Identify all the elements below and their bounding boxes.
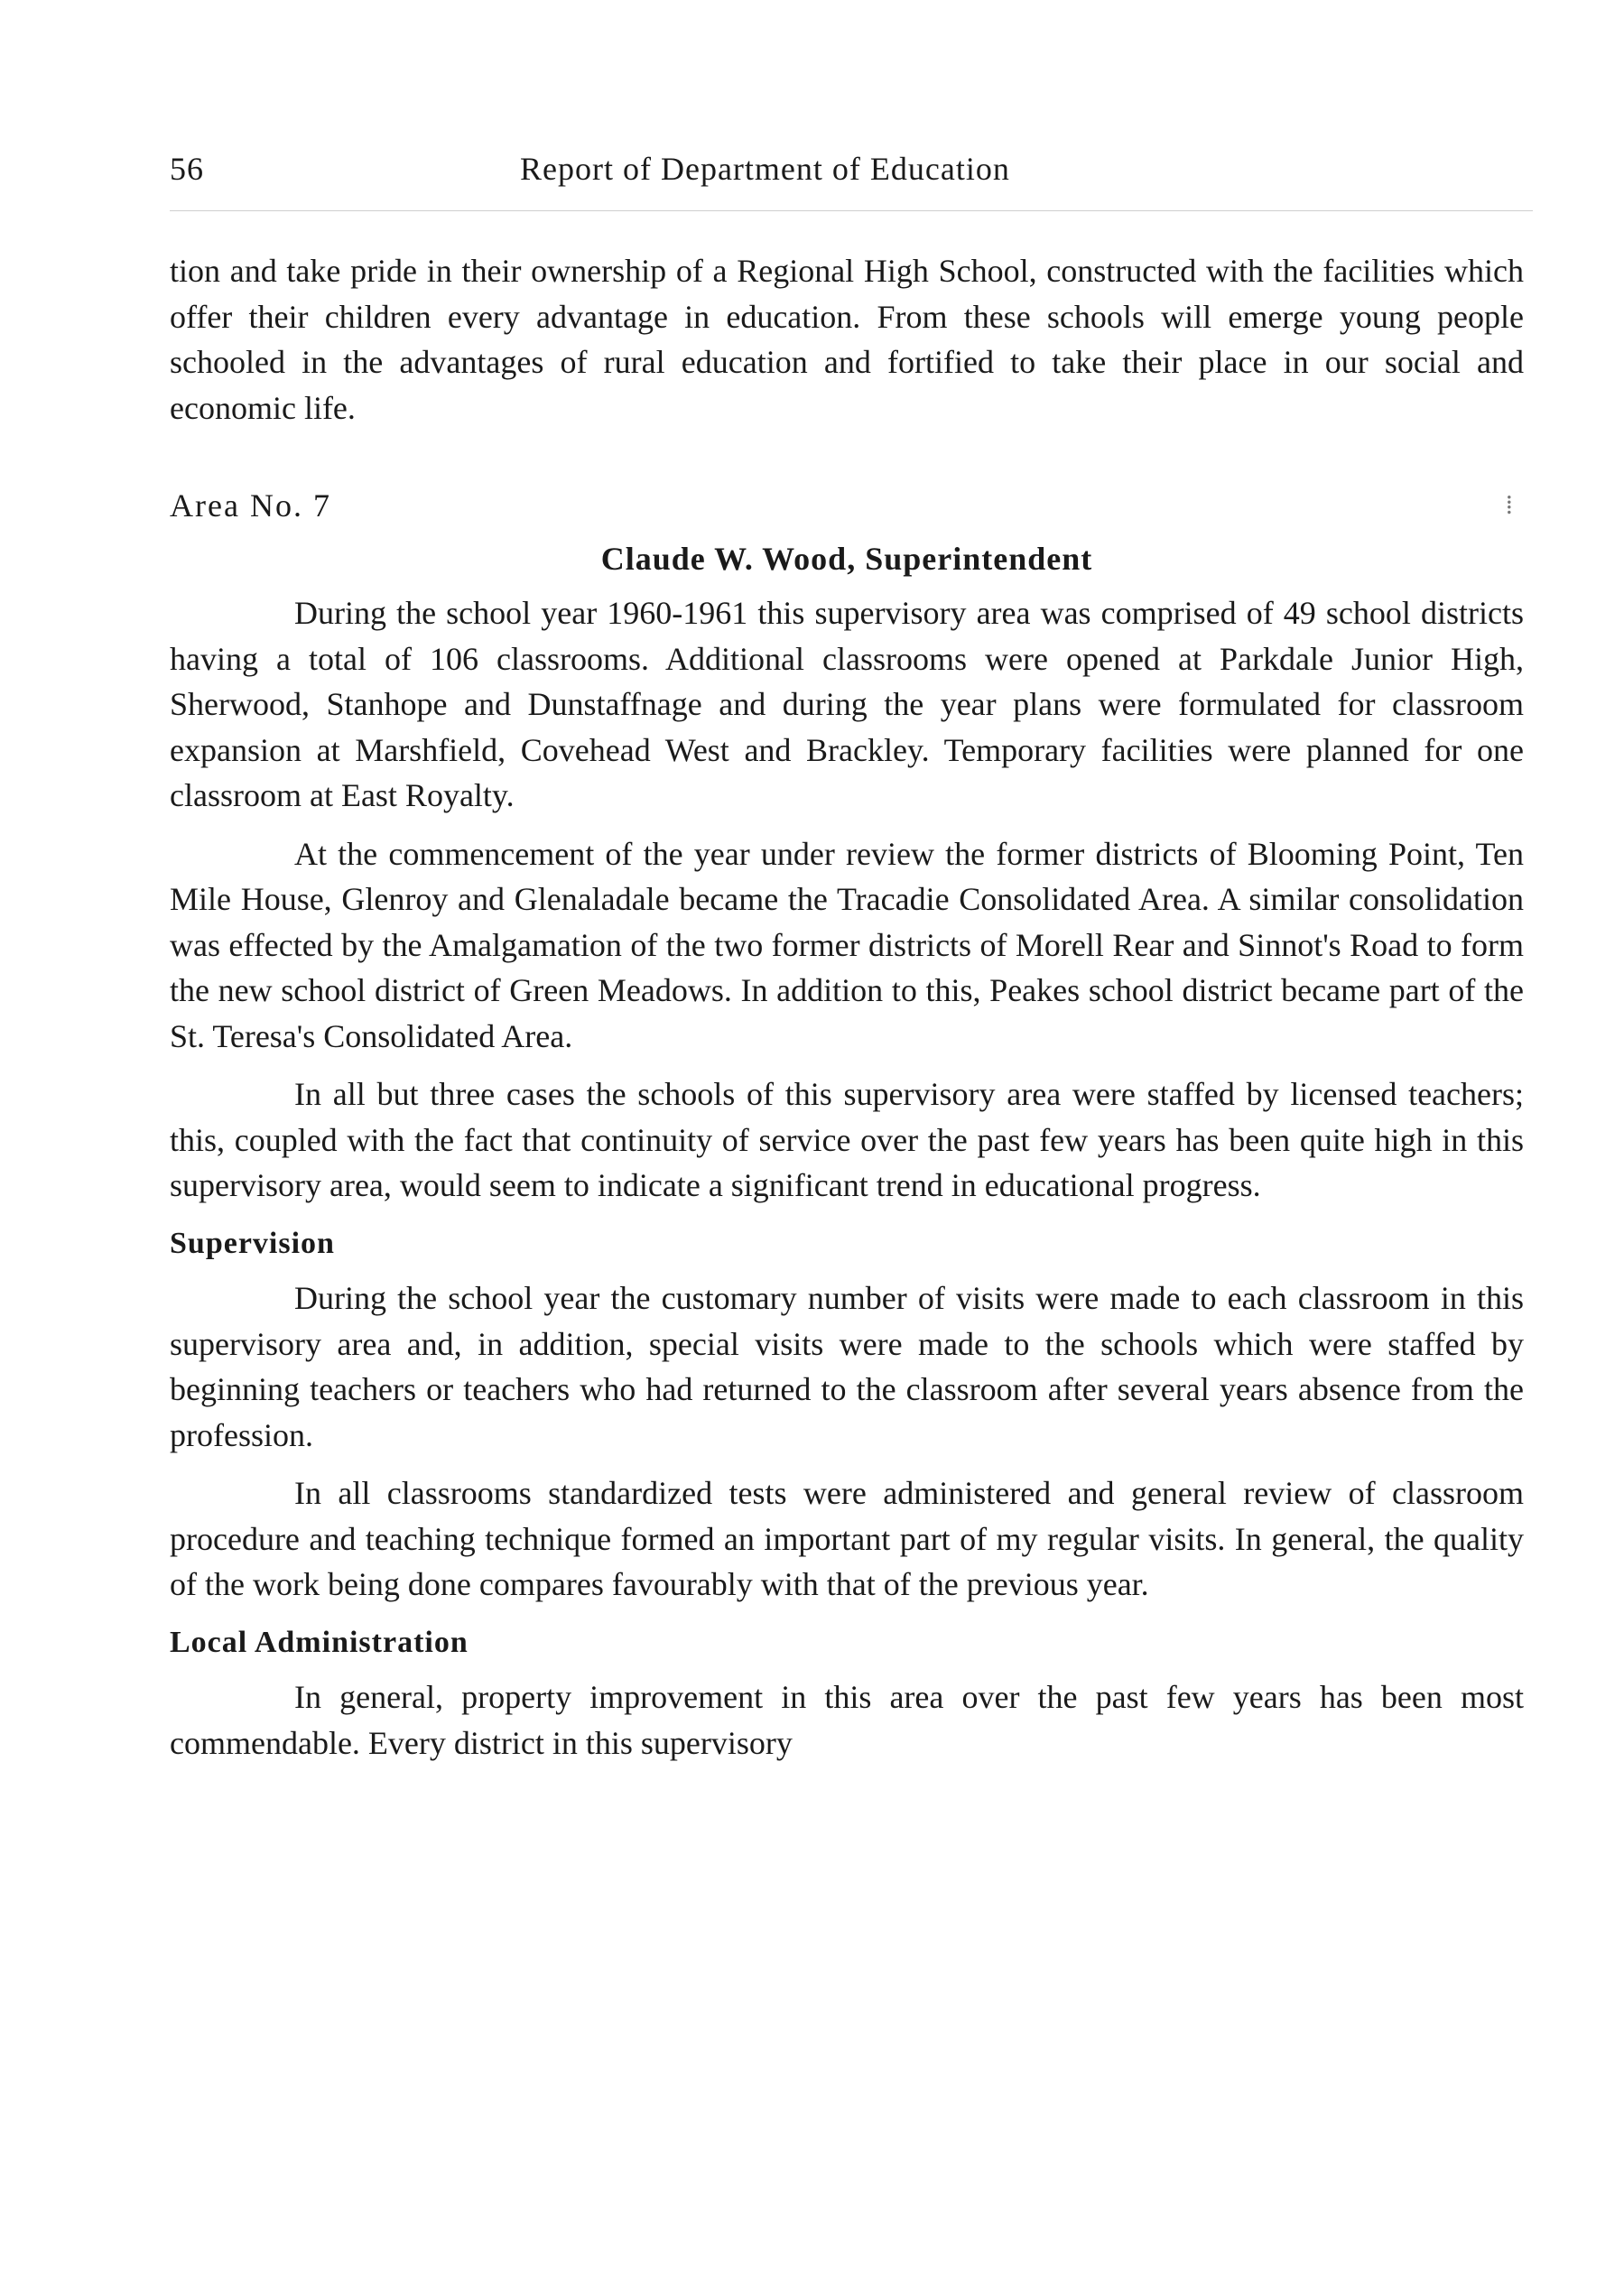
section-heading-supervision: Supervision: [170, 1226, 335, 1260]
area-heading-row: [170, 483, 1524, 529]
paragraph: In general, property improvement in this area over the past few years has been most commendable. Every district in this supervisory: [170, 1679, 1524, 1761]
margin-mark: ⁞: [1505, 490, 1515, 520]
paragraph: In all classrooms standardized tests were administered and general review of classroom procedure and teaching technique formed an important part of my regular visits. In general, the quality of the work being done compares favourably with that of the previous year.: [170, 1475, 1524, 1602]
body-text: [170, 248, 1524, 1778]
paragraph: During the school year the customary number of visits were made to each classroom in this supervisory area and, in addition, special visits were made to the schools which were staffed by beginning teachers or teachers who had returned to the classroom after several years absence from the profession.: [170, 1280, 1524, 1453]
paragraph-continuation: tion and take pride in their ownership of a Regional High School, constructed with the facilities which offer their children every advantage in education. From these schools will emerge young people schooled in the advantages of rural education and fortified to take their place in our social and economic life.: [170, 253, 1524, 426]
section-heading-local-administration: Local Administration: [170, 1625, 469, 1659]
paragraph: During the school year 1960-1961 this supervisory area was comprised of 49 school districts having a total of 106 classrooms. Additional classrooms were opened at Parkdale Junior High, Sherwood, Stanhope and Dunstaffnage and during the year plans were formulated for classroom expansion at Marshfield, Covehead West and Brackley. Temporary facilities were planned for one classroom at East Royalty.: [170, 595, 1524, 813]
paragraph: In all but three cases the schools of this supervisory area were staffed by licensed teachers; this, coupled with the fact that continuity of service over the past few years has been quite high in this supervisory area, would seem to indicate a significant trend in educational progress.: [170, 1076, 1524, 1203]
page-number: 56: [170, 151, 204, 187]
paragraph: At the commencement of the year under review the former districts of Blooming Point, Ten Mile House, Glenroy and Glenaladale became the Tracadie Consolidated Area. A similar consolidation was effected by the Amalgamation of the two former districts of Morell Rear and Sinnot's Road to form the new school district of Green Meadows. In addition to this, Peakes school district became part of the St. Teresa's Consolidated Area.: [170, 835, 1524, 1054]
running-header: [170, 150, 1534, 195]
area-heading: Area No. 7: [170, 487, 331, 524]
running-title: Report of Department of Education: [520, 151, 1010, 187]
header-rule: [170, 210, 1533, 211]
superintendent-heading: Claude W. Wood, Superintendent: [600, 540, 1093, 577]
